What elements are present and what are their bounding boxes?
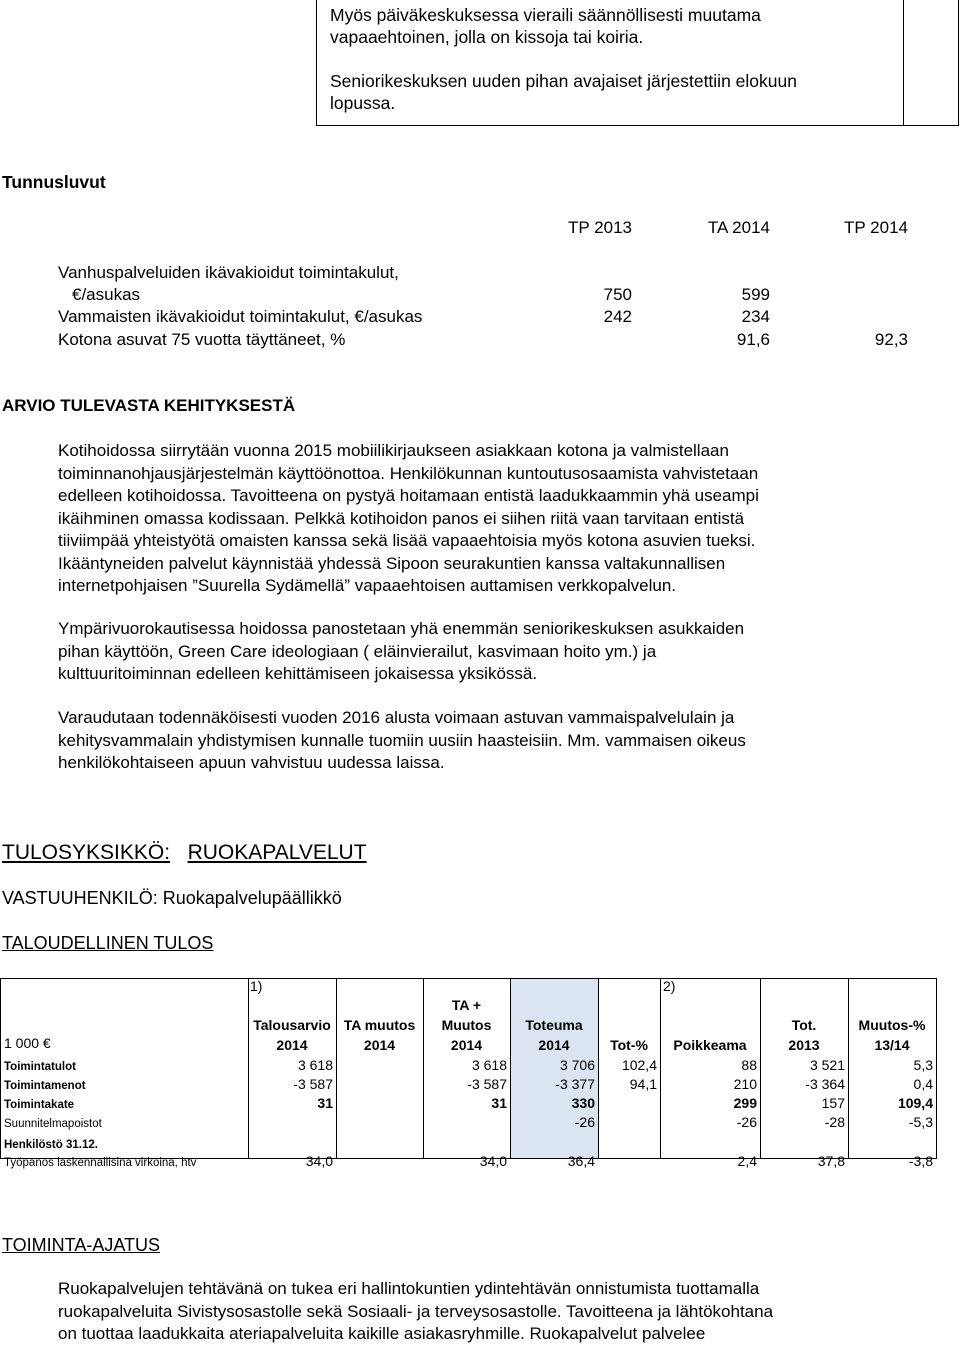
table-cell: 34,0 xyxy=(305,1153,333,1169)
text-line: Varaudutaan todennäköisesti vuoden 2016 alusta voimaan astuvan vammaispalvelulain ja xyxy=(58,708,735,727)
table-cell: 34,0 xyxy=(479,1153,507,1169)
text-box-line: vapaaehtoinen, jolla on kissoja tai koiria. xyxy=(330,27,644,47)
header-text: TA muutos xyxy=(343,1017,416,1033)
table-cell: 88 xyxy=(741,1057,757,1073)
key-figure-value: 234 xyxy=(741,307,770,326)
column-header-tp2014: TP 2014 xyxy=(844,218,908,237)
table-cell: 94,1 xyxy=(629,1076,657,1092)
text-line: toiminnanohjausjärjestelmän käyttöönottoa. Henkilökunnan kuntoutusosaamista vahvistetaan xyxy=(58,463,759,483)
table-cell: 210 xyxy=(733,1076,757,1092)
row-label: Työpanos laskennallisina virkoina, htv xyxy=(4,1157,197,1169)
text-line: pihan käyttöön, Green Care ideologiaan ( eläinvierailut, kasvimaan hoito ym.) ja xyxy=(58,641,657,661)
text-line: Ikääntyneiden palvelut käynnistää yhdessä Sipoon seurakuntien kanssa valtakunnallisen xyxy=(58,553,726,573)
header-text: Talousarvio xyxy=(253,1017,331,1033)
text-box-content xyxy=(330,4,890,114)
header-text: TA + xyxy=(451,997,482,1013)
row-label: Henkilöstö 31.12. xyxy=(4,1139,98,1151)
header-text: Tot-% xyxy=(610,1037,648,1053)
header-text: 2014 xyxy=(450,1037,483,1053)
text-line: Kotihoidossa siirrytään vuonna 2015 mobiilikirjaukseen asiakkaan kotona ja valmistellaan xyxy=(58,441,729,460)
future-paragraph-2 xyxy=(58,618,918,686)
finance-table xyxy=(0,970,937,1188)
text-line: Ympärivuorokautisessa hoidossa panostetaan yhä enemmän seniorikeskuksen asukkaiden xyxy=(58,619,745,638)
table-border xyxy=(0,978,1,1158)
key-figure-value: 599 xyxy=(741,285,770,304)
header-muutos-pct xyxy=(848,1015,936,1055)
future-heading: ARVIO TULEVASTA KEHITYKSESTÄ xyxy=(2,396,296,415)
table-cell: 157 xyxy=(821,1095,845,1111)
text-line: henkilökohtaiseen apuun vahvistuu uudessa laissa. xyxy=(58,753,445,772)
text-box-line: Seniorikeskuksen uuden pihan avajaiset järjestettiin elokuun xyxy=(330,71,797,91)
table-border xyxy=(936,978,937,1158)
table-cell: -28 xyxy=(824,1114,845,1130)
key-figure-value: 242 xyxy=(603,307,632,326)
table-cell: 2,4 xyxy=(737,1153,757,1169)
header-tot-pct xyxy=(598,1035,660,1055)
text-line: ikäihminen omassa kodissaan. Pelkkä kotihoidon panos ei siihen riitä vaan tarvitaan entistä xyxy=(58,508,745,528)
header-text: Muutos-% xyxy=(858,1017,926,1033)
table-cell: -5,3 xyxy=(908,1114,933,1130)
header-text: Poikkeama xyxy=(673,1037,747,1053)
key-figure-value: 92,3 xyxy=(874,330,908,349)
mission-paragraph xyxy=(58,1278,918,1346)
row-label: Toimintakate xyxy=(4,1099,75,1111)
text-box-side-cell xyxy=(904,0,959,126)
unit-label: 1 000 € xyxy=(4,1035,51,1051)
header-tot-2013 xyxy=(760,1015,848,1055)
table-cell: 31 xyxy=(317,1095,333,1111)
text-box-line: Myös päiväkeskuksessa vieraili säännöllisesti muutama xyxy=(330,5,761,25)
header-toteuma xyxy=(510,1015,598,1055)
mission-heading: TOIMINTA-AJATUS xyxy=(2,1235,161,1255)
text-line: kulttuuritoiminnan edelleen kehittämiseen jokaisessa yksikössä. xyxy=(58,664,538,683)
responsible-person: VASTUUHENKILÖ: Ruokapalvelupäällikkö xyxy=(2,888,342,908)
key-figure-label: Kotona asuvat 75 vuotta täyttäneet, % xyxy=(58,330,346,349)
table-cell: 102,4 xyxy=(621,1057,657,1073)
header-text: Tot. xyxy=(791,1017,817,1033)
table-cell: -3,8 xyxy=(908,1153,933,1169)
header-text: 2014 xyxy=(538,1037,570,1053)
column-header-tp2013: TP 2013 xyxy=(568,218,632,237)
header-talousarvio xyxy=(248,1015,336,1055)
table-cell: 0,4 xyxy=(913,1076,933,1092)
table-cell: 299 xyxy=(733,1095,757,1111)
key-figure-value: 91,6 xyxy=(736,330,770,349)
header-text: 2014 xyxy=(363,1037,396,1053)
table-cell: -3 377 xyxy=(555,1076,595,1092)
header-ta-plus-muutos xyxy=(423,995,510,1055)
future-paragraph-1 xyxy=(58,440,918,598)
text-line: on tuottaa laadukkaita ateriapalveluita kaikille asiakasryhmille. Ruokapalvelut palvelee xyxy=(58,1324,706,1343)
text-line: internetpohjaisen ”Suurella Sydämellä” vapaaehtoisen auttamisen verkkopalvelun. xyxy=(58,576,677,595)
header-ta-muutos xyxy=(336,1015,423,1055)
unit-title xyxy=(2,840,367,866)
table-cell: -26 xyxy=(574,1114,595,1130)
table-cell: 3 618 xyxy=(471,1057,507,1073)
table-cell: 330 xyxy=(571,1095,595,1111)
header-text: Toteuma xyxy=(525,1017,583,1033)
key-figure-label: Vammaisten ikävakioidut toimintakulut, €/asukas xyxy=(58,307,423,326)
table-cell: 5,3 xyxy=(913,1057,933,1073)
text-line: tiiviimpää yhteistyötä omaisten kanssa sekä lisää vapaaehtoisia myös kotona asuvien tueksi. xyxy=(58,531,756,550)
table-border xyxy=(336,978,337,1158)
future-paragraph-3 xyxy=(58,707,918,775)
financial-heading: TALOUDELLINEN TULOS xyxy=(2,933,214,953)
header-text: 13/14 xyxy=(874,1037,910,1053)
text-line: ruokapalveluita Sivistysosastolle sekä Sosiaali- ja terveysosastolle. Tavoitteena ja lähtökohtana xyxy=(58,1301,774,1321)
table-cell: 109,4 xyxy=(897,1095,933,1111)
footnote-marker: 1) xyxy=(250,978,263,994)
key-figure-value: 750 xyxy=(603,285,632,304)
table-cell: 3 521 xyxy=(809,1057,845,1073)
key-figures-heading: Tunnusluvut xyxy=(2,172,106,192)
row-label: Toimintamenot xyxy=(4,1080,86,1092)
table-cell: 3 706 xyxy=(559,1057,595,1073)
row-label: Toimintatulot xyxy=(4,1061,76,1073)
column-header-ta2014: TA 2014 xyxy=(707,218,770,237)
header-poikkeama xyxy=(660,1035,760,1055)
table-border xyxy=(0,978,937,979)
text-line: edelleen kotihoidossa. Tavoitteena on pystyä hoitamaan entistä laadukkaammin yhä useampi xyxy=(58,486,759,505)
table-cell: -26 xyxy=(736,1114,757,1130)
row-label: Suunnitelmapoistot xyxy=(4,1118,102,1130)
table-cell: 37,8 xyxy=(817,1153,845,1169)
header-text: 2014 xyxy=(276,1037,308,1053)
table-cell: -3 587 xyxy=(467,1076,507,1092)
unit-title-label: TULOSYKSIKKÖ: xyxy=(2,841,171,864)
table-cell: 31 xyxy=(491,1095,507,1111)
header-text: Muutos xyxy=(441,1017,492,1033)
table-cell: -3 587 xyxy=(293,1076,333,1092)
table-cell: 36,4 xyxy=(567,1153,595,1169)
text-box-line: lopussa. xyxy=(330,93,396,113)
table-cell: 3 618 xyxy=(297,1057,333,1073)
text-line: kehitysvammalain yhdistymisen kunnalle tuomiin uusiin haasteisiin. Mm. vammaisen oikeus xyxy=(58,730,746,750)
table-cell: -3 364 xyxy=(805,1076,845,1092)
text-line: Ruokapalvelujen tehtävänä on tukea eri hallintokuntien ydintehtävän onnistumista tuottamalla xyxy=(58,1279,760,1298)
unit-title-name: RUOKAPALVELUT xyxy=(187,841,367,864)
header-text: 2013 xyxy=(788,1037,820,1053)
key-figure-label: Vanhuspalveluiden ikävakioidut toimintakulut, xyxy=(58,263,399,282)
table-border xyxy=(660,978,661,1158)
key-figure-label: €/asukas xyxy=(72,285,141,304)
footnote-marker: 2) xyxy=(663,978,676,994)
